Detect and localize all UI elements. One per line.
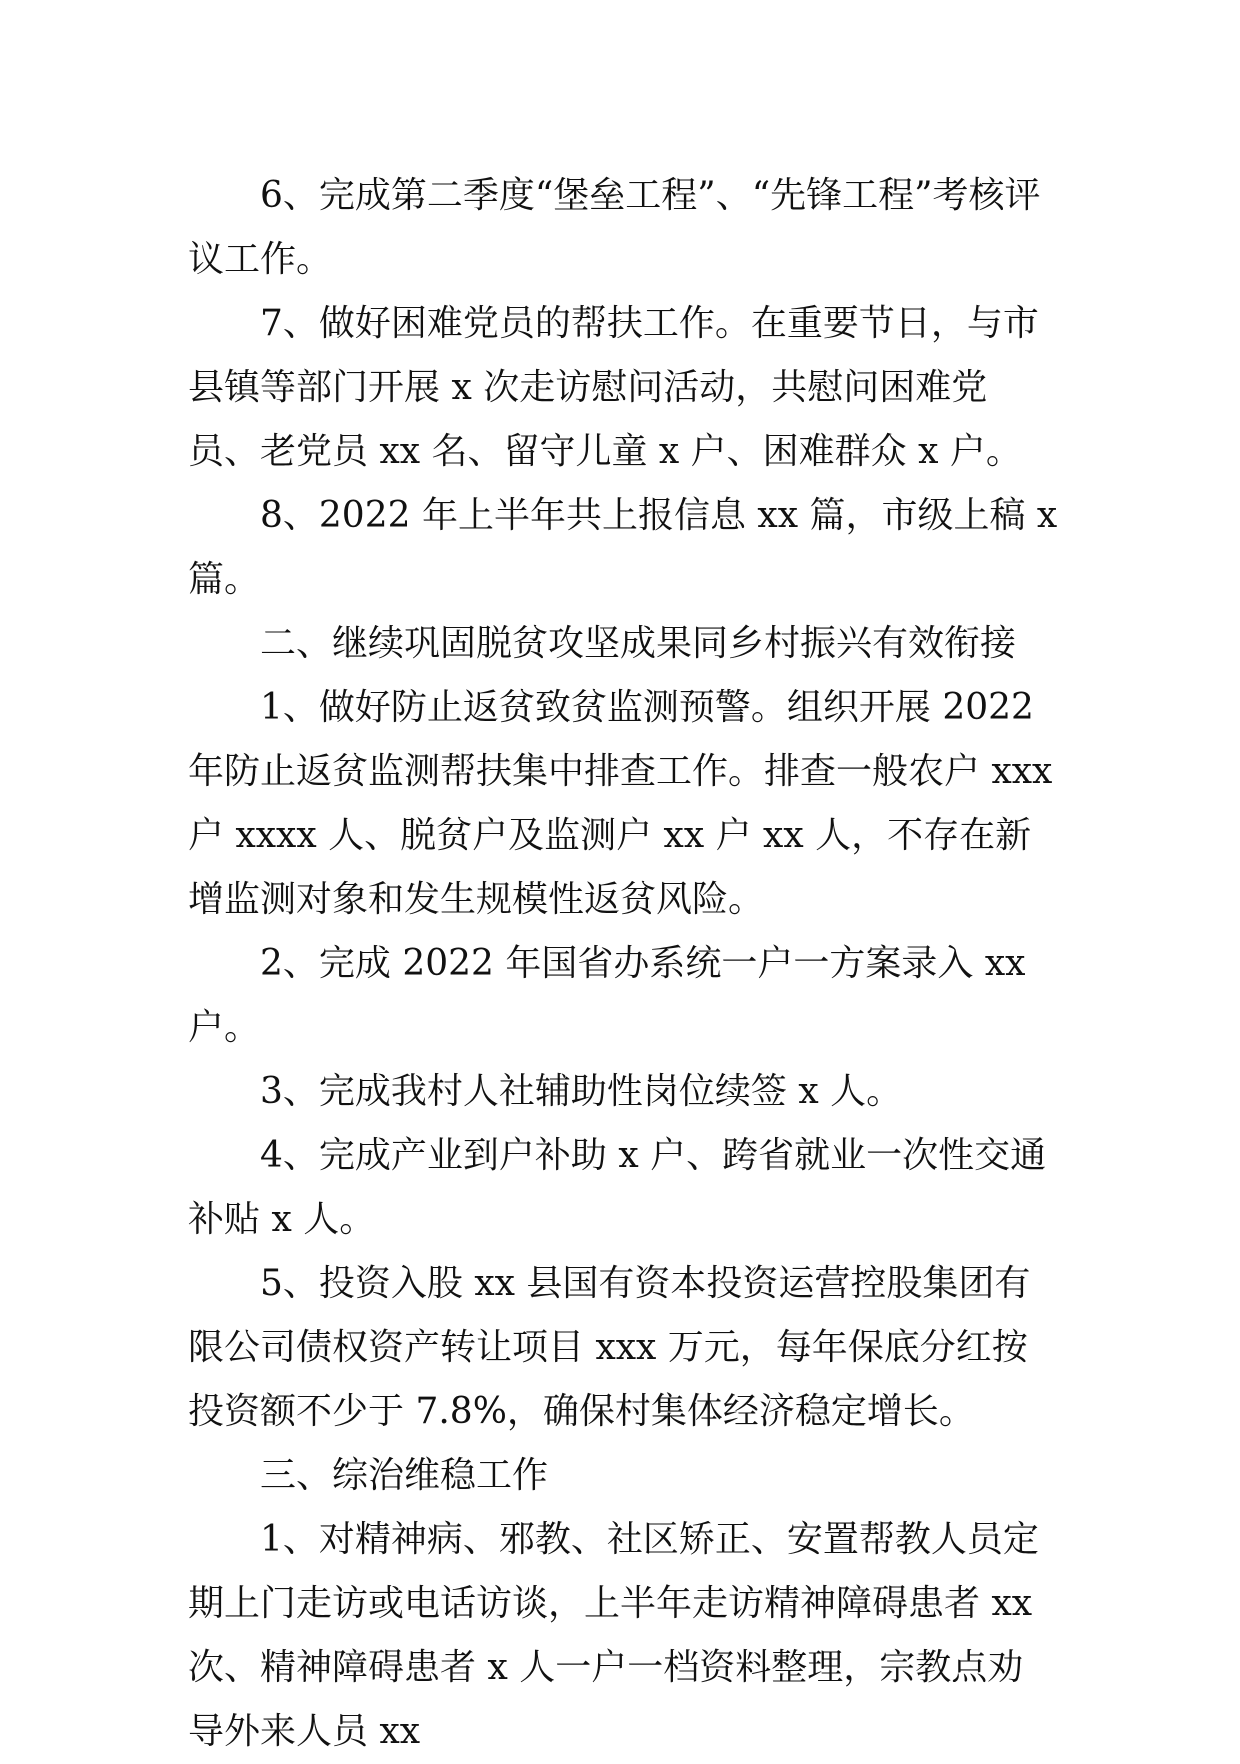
paragraph-item-5-investment: 5、投资入股 xx 县国有资本投资运营控股集团有限公司债权资产转让项目 xxx 万元，每年保底分红按投资额不少于 7.8%，确保村集体经济稳定增长。 xyxy=(188,1263,1031,1432)
document-body xyxy=(188,164,1069,1764)
section-heading-poverty-alleviation: 二、继续巩固脱贫攻坚成果同乡村振兴有效衔接 xyxy=(260,623,1017,664)
section-heading-stability: 三、综治维稳工作 xyxy=(260,1455,549,1496)
paragraph-item-1-visits: 1、对精神病、邪教、社区矫正、安置帮教人员定期上门走访或电话访谈，上半年走访精神障碍患者 xx 次、精神障碍患者 x 人一户一档资料整理，宗教点劝导外来人员 xx xyxy=(188,1519,1044,1752)
paragraph-item-7-party-assistance: 7、做好困难党员的帮扶工作。在重要节日，与市县镇等部门开展 x 次走访慰问活动，共慰问困难党员、老党员 xx 名、留守儿童 x 户、困难群众 x 户。 xyxy=(188,303,1039,472)
paragraph-item-8-information-reports: 8、2022 年上半年共上报信息 xx 篇，市级上稿 x 篇。 xyxy=(188,495,1069,600)
paragraph-item-4-subsidies: 4、完成产业到户补助 x 户、跨省就业一次性交通补贴 x 人。 xyxy=(188,1135,1047,1240)
paragraph-item-6-party-assessment: 6、完成第二季度“堡垒工程”、“先锋工程”考核评议工作。 xyxy=(188,175,1041,280)
paragraph-item-1-monitoring: 1、做好防止返贫致贫监测预警。组织开展 2022 年防止返贫监测帮扶集中排查工作。排查一般农户 xxx 户 xxxx 人、脱贫户及监测户 xx 户 xx 人，不存在新增监测对象和发生规模性返贫风险。 xyxy=(188,687,1064,920)
paragraph-item-2-household-plan: 2、完成 2022 年国省办系统一户一方案录入 xx 户。 xyxy=(188,943,1037,1048)
paragraph-item-3-auxiliary-posts: 3、完成我村人社辅助性岗位续签 x 人。 xyxy=(260,1071,903,1112)
